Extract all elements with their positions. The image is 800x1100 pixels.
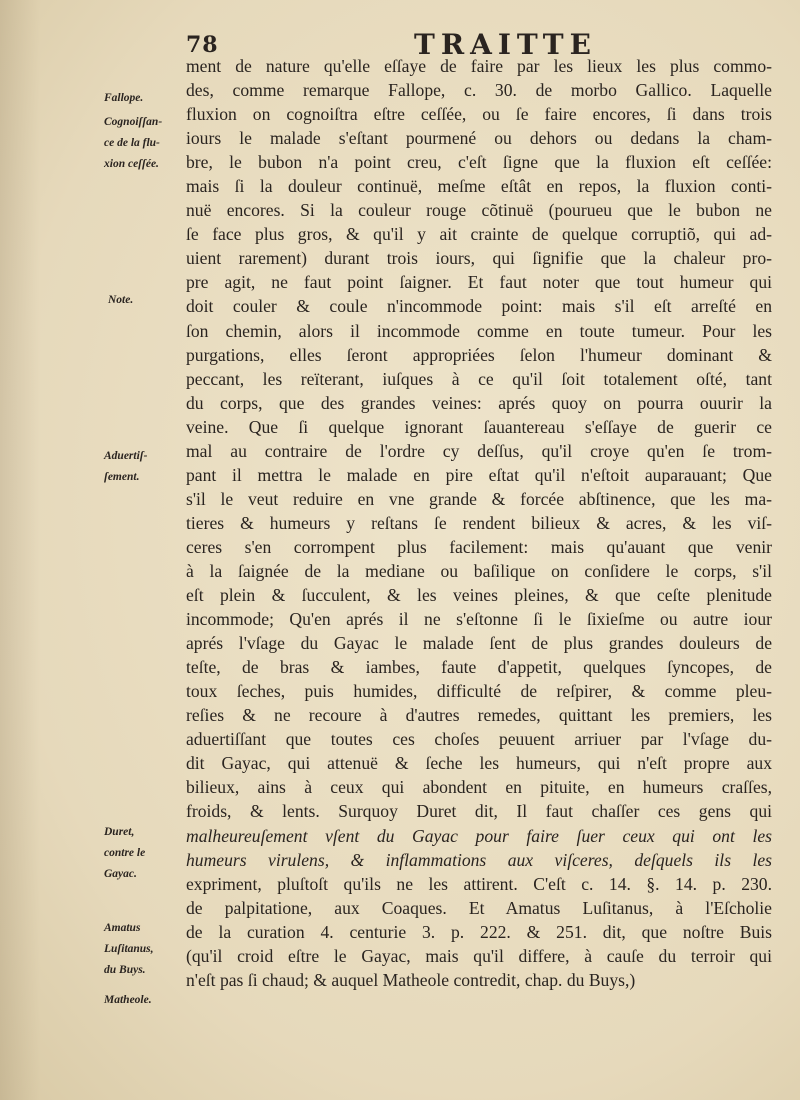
text-line: dit Gayac, qui attenuë & ſeche les humeurs, qui n'eſt propre aux (186, 753, 772, 774)
margin-note-line: Amatus (104, 922, 141, 934)
text-line: expriment, pluſtoſt qu'ils ne les attirent. C'eſt c. 14. §. 14. p. 230. (186, 873, 772, 894)
margin-note-line: Gayac. (104, 868, 137, 880)
text-line: veine. Que ſi quelque ignorant ſauantereau s'eſſaye de guerir ce (186, 416, 772, 437)
text-line: incommode; Qu'en aprés il ne s'eſtonne ſi le ſixieſme ou autre iour (186, 609, 772, 630)
text-line: eſt plein & ſucculent, & les veines pleines, & que ceſte plenitude (186, 585, 772, 606)
margin-note-line: Matheole. (104, 994, 152, 1006)
text-line: purgations, elles ſeront appropriées ſelon l'humeur dominant & (186, 344, 772, 365)
text-line: fluxion on cognoiſtra eſtre ceſſée, ou ſe faire encores, ſi dans trois (186, 104, 772, 125)
text-line: n'eſt pas ſi chaud; & auquel Matheole contredit, chap. du Buys,) (186, 969, 636, 990)
text-line: tieres & humeurs y reſtans ſe rendent bilieux & acres, & les viſ- (186, 512, 772, 533)
text-line: bilieux, ains à ceux qui abondent en pituite, en humeurs craſſes, (186, 777, 772, 798)
text-line: humeurs virulens, & inflammations aux viſceres, deſquels ils les (186, 849, 772, 870)
margin-note-line: du Buys. (104, 964, 146, 976)
margin-note (104, 918, 184, 981)
text-line: reſies & ne recoure à d'autres remedes, quittant les premiers, les (186, 705, 772, 726)
text-line: malheureuſement vſent du Gayac pour faire ſuer ceux qui ont les (186, 825, 772, 846)
text-line: doit couler & coule n'incommode point: mais s'il eſt arreſté en (186, 296, 772, 317)
text-line: ſon chemin, alors il incommode comme en toute tumeur. Pour les (186, 320, 772, 341)
text-line: pre agit, ne faut point ſaigner. Et faut noter que tout humeur qui (186, 272, 772, 293)
margin-note-line: ſement. (104, 471, 140, 483)
text-line: nuë encores. Si la couleur rouge cõtinuë (pourueu que le bubon ne (186, 200, 772, 221)
text-line: mais ſi la douleur continuë, meſme eſtât en repos, la fluxion conti- (186, 176, 772, 197)
text-line: de la curation 4. centurie 3. p. 222. & 251. dit, que noſtre Buis (186, 921, 772, 942)
margin-note (104, 990, 184, 1011)
margin-note-line: Duret, (104, 826, 135, 838)
text-line: ſe face plus gros, & qu'il y ait crainte de quelque corruptiõ, qui ad- (186, 224, 772, 245)
margin-note-line: ce de la flu- (104, 137, 160, 149)
margin-note-line: Luſitanus, (104, 943, 154, 955)
text-line: s'il le veut reduire en vne grande & forcée abſtinence, que les ma- (186, 488, 772, 509)
margin-note-line: contre le (104, 847, 146, 859)
text-line: teſte, de bras & iambes, faute d'appetit, quelques ſyncopes, de (186, 657, 772, 678)
margin-note-line: Fallope. (104, 92, 144, 104)
text-line: mal au contraire de l'ordre cy deſſus, qu'il croye qu'en ſe trom- (186, 440, 772, 461)
text-line: froids, & lents. Surquoy Duret dit, Il faut chaſſer ces gens qui (186, 801, 772, 822)
text-line: aprés l'vſage du Gayac le malade ſent de plus grandes douleurs de (186, 633, 772, 654)
margin-note-line: xion ceſſée. (104, 158, 159, 170)
margin-note (104, 822, 184, 885)
text-line: des, comme remarque Fallope, c. 30. de morbo Gallico. Laquelle (186, 80, 772, 101)
margin-note (108, 290, 188, 311)
margin-note-line: Aduertiſ- (104, 450, 148, 462)
text-line: iours le malade s'eſtant pourmené ou dehors ou dedans la cham- (186, 128, 772, 149)
running-head: TRAITTE (414, 28, 597, 61)
text-line: (qu'il croid eſtre le Gayac, mais qu'il differe, à cauſe du terroir qui (186, 945, 772, 966)
text-line: du corps, que des grandes veines: aprés quoy on pourra ouurir la (186, 392, 772, 413)
margin-notes (0, 0, 180, 1100)
text-line: ceres s'en corrompent plus facilement: mais qu'auant que venir (186, 536, 772, 557)
text-line: uient rarement) durant trois iours, qui ſignifie que la chaleur pro- (186, 248, 772, 269)
page-number: 78 (186, 32, 219, 58)
text-line: peccant, les reïterant, iuſques à ce qu'il ſoit totalement oſté, tant (186, 368, 772, 389)
text-line: de palpitatione, aux Coaques. Et Amatus Luſitanus, à l'Eſcholie (186, 897, 772, 918)
text-line: bre, le bubon n'a point creu, c'eſt ſigne que la fluxion eſt ceſſée: (186, 152, 772, 173)
text-line: ment de nature qu'elle eſſaye de faire par les lieux les plus commo- (186, 56, 772, 76)
body-text (186, 54, 772, 992)
text-line: aduertiſſant que toutes ces choſes peuuent arriuer par l'vſage du- (186, 729, 772, 750)
text-line: à la ſaignée de la mediane ou baſilique on conſidere le corps, s'il (186, 560, 772, 581)
margin-note (104, 446, 184, 488)
text-line: pant il mettra le malade en pire eſtat qu'il n'eſtoit auparauant; Que (186, 464, 772, 485)
margin-note (104, 112, 184, 175)
margin-note-line: Cognoiſſan- (104, 116, 163, 128)
margin-note-line: Note. (108, 294, 134, 306)
margin-note (104, 88, 184, 109)
text-line: toux ſeches, puis humides, difficulté de reſpirer, & comme pleu- (186, 681, 772, 702)
